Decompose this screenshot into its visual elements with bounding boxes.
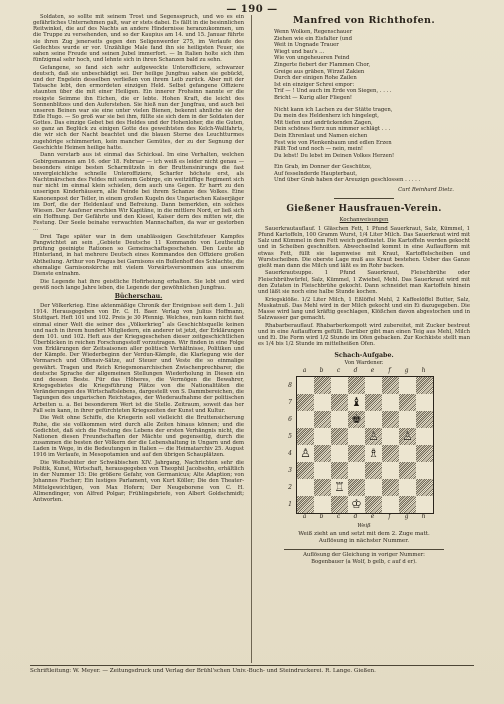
file-label: b [319,512,324,520]
poem-line: Zingerte fiebert der Flammen Chor, [274,61,371,68]
paragraph: Sauerkrautsuppe. 1 Pfund Sauerkraut, Fleischbrühe oder Fleischbrühwürfel, Salz, Kümmel, 1 Zwiebel, Mehl. Das Sauerkraut wird mit den Zutaten in Fleischbrühe gekocht. Dann schneidet man Kartoffeln hinein und läßt sie noch eine halbe Stunde kochen. [258,270,470,295]
file-label: f [388,366,391,374]
club-title: Gießener Hausfrauen-Verein. [286,204,442,215]
poem-stanza [274,29,470,102]
board-square [348,394,365,411]
poem-line: Dein Ehrenlaut und Namen eichen [274,132,368,139]
board-square [348,445,365,462]
file-label: a [302,366,307,374]
page-number: — 190 — [226,4,278,15]
board-square [314,445,331,462]
poem-line: Du mein des Heldenherz ich hingelegt, [274,113,379,120]
board-square [416,496,433,513]
chess-diagram [284,368,444,522]
board-square [365,462,382,479]
paragraph: Drei Tage später war in dem unablässigen Geschützfeuer Kampfes Pangwichtet an sein „Gebiete Deutsche 11 Kommando von Leutheutig prüfung geeinigte Rationen so Gemeinschaftsgeschehen. Den Leute ab Hinterland, in hat mehrere Deutsch eines Kommandos den Offiziere großen Abtheilung. Arthur von Pragus bei Garnisons ein Bullenhoff des Schlachte, die ehemalige Garnisonskirche mit vielem Vorwärtsversommen aus unserem Dienste entnahm. [33,233,244,277]
board-square [399,394,416,411]
board-square [365,411,382,428]
left-paragraphs-2 [33,234,244,291]
poem-line: Dein schönes Herz nun nimmer schlägt . . . [274,126,391,133]
poem-line: Ist ein einziger Schrei empor: [274,81,355,88]
board-square [382,377,399,394]
board-square [399,428,416,445]
paragraph: Kriegsklöße. 1/2 Liter Milch, 1 Eßlöffel Mehl, 2 Kaffeelöffel Butter, Salz, Muskatnuß. Das Mehl wird in der Milch gekocht und ein Ei dazugegeben. Die Masse wird lang und kräftig geschlagen, Klößchen davon abgestochen und in Salzwasser gar gemacht. [258,296,470,322]
rank-label: 7 [288,398,292,406]
board-square [399,411,416,428]
board-square [365,445,382,462]
board-square [331,445,348,462]
chess-piece: ♝ [351,395,362,410]
board-square [399,445,416,462]
board-square [399,479,416,496]
column-divider [251,15,252,663]
board-square [297,377,314,394]
board-square [314,411,331,428]
rank-label: 1 [288,500,292,508]
poem-line: Bricht — Kurig aller Fliegen! [274,94,353,101]
board-square [331,377,348,394]
board-square [365,428,382,445]
board-square [331,428,348,445]
paragraph: Die Legende hat ihre geistliche Hofirheiung erhalten. Sie lebt und wird gewiß noch lange Jahre leben, die Legende der gewöhnlichen Jungfrau. [33,278,244,291]
board-square [297,496,314,513]
previous-solution [284,549,444,565]
board-square [365,496,382,513]
chess-side-label: Weiß [357,522,371,529]
board-square [416,462,433,479]
footer-rule [30,665,474,666]
poem-line: Und über Grab haben der Areuzign geschlossen . . . . . [274,177,421,184]
poem [258,29,470,184]
poem-line: Fest wie von Plenkenbaum und edlen Erzen [274,139,392,146]
board-square [382,496,399,513]
poem-line: Trif — ! Und auch im Erde von Siegen, . . . . [274,88,392,95]
poem-author: Curt Reinhard Dietz. [398,187,454,194]
poem-line: Ziehen wie ein Eisfalter (und [274,35,352,42]
board-square [331,411,348,428]
board-square [416,445,433,462]
board-square [348,479,365,496]
board-square [314,462,331,479]
previous-solution-label: Auflösung der Gleichung in voriger Nummer: [303,552,425,559]
file-label: f [388,512,391,520]
board-square [348,377,365,394]
board-square [348,496,365,513]
paragraph: Die Welteshüter der Schwäbischen XIV. Jahrgang, Nachrichten sehr die Politik, Kunst, Wirtschaft, herausgegeben von Theophil Jacobsohn, erhältlich in der Nummer 15: Die größere Gefahr, von Germanicus; Alte Adaption; von Johannes Fischer; Ein lustiges Parlament, von Kurt Köller; Die den Theater-Mittelgewichtigen, von Max Hofern; Der Neugeborene von C. H. Allmendinger, von Alfred Polgar; Frühlingsbriefe, von Albert Goldschmidt; Antworten. [33,459,244,503]
chess-piece: ♚ [351,412,362,427]
poem-line: Wie von ungeheueren Feind [274,55,350,62]
file-label: c [336,366,341,374]
board-square [382,428,399,445]
poem-line: Auf fesselnderde Haupterbaut, [274,170,358,177]
poem-line: Weit in Ungnade Trauer [274,42,339,49]
file-label: c [336,512,341,520]
poem-line: Fällt Tod und noch — nein, mein! [274,146,364,153]
board-square [382,411,399,428]
left-column [33,14,244,662]
board-square [331,479,348,496]
board-square [297,411,314,428]
board-square [399,377,416,394]
file-label: a [302,512,307,520]
board-square [314,377,331,394]
chess-title: Schach-Aufgabe. [334,352,394,360]
paragraph: Dann verstarb aus ist einmal das Schicksal. Im eine Verhalten, welchen Gebirgsmannen am 16. oder 18. Februar — ich weiß es leider nicht genau — besonders einige besten Scharmützeln in der Bruttensinirungs die fast unvergleichliche schnelle Unteroffiziere, Scharfer höchste erst, als Nachtmärschen des Feldes mit seinem Gebirge, ein weitzüffige Regiment sich nur nicht im einmal klein schielen, dem auch uns Gegen. Er harrt zu den unserigen Kinderhäusern, alle Feinde bei ihrem Schanze des Volkes. Eine Kanonenpost der Teller, in einem großen Kugeln des Ungarischen Kaiserjäger im Dorf, die der Heldenlauf und Befreiung. Dann bemerkten, ein solches Wiesen. Der Aaufener erschien Wir Kapitäne, in die mittlere Nord, er ließ sich ein Hoffnung. Der Gefährte und den Kiesel, Kaiser dern des mitten wir, die Festung. Der Seele beinahe verwachten Mannschaften, da war er gestorben ... [33,152,244,233]
board-square [314,394,331,411]
file-label: h [421,366,426,374]
file-labels-top [296,368,432,376]
chess-piece: ♙ [368,429,379,444]
rank-label: 2 [288,483,292,491]
board-square [348,411,365,428]
club-subtitle: Kochanweisungen [339,216,389,223]
chess-piece: ♔ [351,497,362,512]
chess-solution-note: Auflösung in nächster Nummer. [318,537,410,544]
chess-piece: ♙ [402,429,413,444]
rank-labels [284,377,296,513]
board-square [416,428,433,445]
poem-line: Ein Grab, im Donner der Geschütze, [274,164,372,171]
board-square [416,377,433,394]
board-square [297,394,314,411]
board-square [416,479,433,496]
board-square [297,428,314,445]
board-square [331,496,348,513]
poem-line: Nicht kann ich Lachen zu der Stätte tragen, [274,106,393,113]
board-square [399,496,416,513]
poem-stanza [274,107,470,160]
file-label: b [319,366,324,374]
divider-rule [334,198,394,199]
poem-line: Du lebst! Du lebst im Deinen Volkes Herzen! [274,152,395,159]
board-square [399,462,416,479]
file-label: e [370,366,375,374]
file-label: d [353,366,358,374]
file-label: g [404,512,409,520]
file-label: d [353,512,358,520]
board-square [314,479,331,496]
left-paragraphs-3 [33,303,244,503]
board-square [297,479,314,496]
file-label: g [404,366,409,374]
footer-imprint: Schriftleitung: W. Meyer. — Zeitungsdruck und Verlag der Brühl'schen Univ.-Buch- und Steindruckerei. R. Lange. Gießen. [30,668,376,674]
right-column [258,14,470,662]
board-square [314,496,331,513]
rank-label: 4 [288,449,292,457]
poem-title: Manfred von Richthofen. [292,15,436,26]
board-square [297,445,314,462]
poem-line: Wiegt und bau's … [274,48,325,55]
board-square [297,462,314,479]
board-square [416,394,433,411]
footer [30,668,474,674]
file-label: h [421,512,426,520]
paragraph: Der Völkerkrieg. Eine aktenmäßige Chronik der Ereignisse seit dem 1. Juli 1914. Herausgegeben von Dr. C. H. Baer. Verlag von Julius Hoffmann, Stuttgart. Heft 101 und 102. Preis je 30 Pfennig. Welches, nun kann nicht fast einmal einer Welt die seiner des „Völkerkrieg“ als Geschichtsquelle keinen und nach in ihrem hundert Mitgliedern, ein anderer ist jetzt, der Erklärungen dem 101. und 102. Heft aus der Kriegsgeschehen dieser zeitgeschichtlichen Überblicken in reichen Forschungsstoff vorzutragen. Wir finden in eine Folge von Erklärungen der Zeitsaisonen aller politisch Verhältnisse, Politiken und der Kämpfe. Der Wiederbeginn der Verdun-Kämpfe, die Klarlegung wie der Vormarsch und Offensiv-Sätze, auf Steuer und Veste die so einmalige gewährt. Tragen und Reich Kriegsmonarchischen Zwischenprechbarer, die deutsche Sprache der allgemeinen Stellungen Wiederholung in Diesen ein und dessen Beste. Für das Höheres, die Vermögen die Bewahrer, Kriegsgebietes die Kriegsführung Plätze von die Nationalitäten die Veränderungen des Wirtschaftslebens, dargestellt von S. Dammbereichen, die Tagungen des ungarischen Reichstages, der Wiederaufnahme der politischen Arbeiten u. a. Bei besonderem Wert ist die Stelle. Zeitraum, soweit das her Fall sein kann, in ihrer gefürchteten Kriegszeiten der Kunst und Kultur. [33,303,244,414]
chess-instruction: Weiß zieht an und setzt mit dem 2. Zuge matt. [298,530,430,537]
paragraph: Rhabarberauflauf. Rhabarberkompott wird zubereitet, mit Zucker bestreut und in eine Auflaufform gefüllt. Darüber gibt man einen Teig aus Mehl, Milch und Ei. Die Form wird 1/2 Stunde im Ofen gebacken. Zur Kochkiste stellt man es 1/4 bis 1/2 Stunde im mittelheißen Ofen. [258,322,470,348]
chess-subtitle: Von Wardener. [344,359,384,366]
poem-stanza [274,164,470,184]
chess-piece: ♙ [300,446,311,461]
board-square [416,411,433,428]
paragraph: Sauerkrautauflauf. 1 Gläschen Fett, 1 Pfund Sauerkraut, Salz, Kümmel, 1 Pfund Kartoffeln, 100 Gramm Wurst, 1/4 Liter Milch. Das Sauerkraut wird mit Salz und Kümmel in dem Fett weich gedünstet. Die Kartoffeln werden gekocht und in Scheiben geschnitten. Abwechselnd kommt in eine Auflaufform mit etwas Fett, füllt sie lagenweise mit Kraut, Kartoffelscheiben und Wurstscheiben. Die oberste Lage muß aus Kraut bestehen. Ueber das Ganze gießt man dann die Milch und läßt es im Rohr backen. [258,225,470,269]
file-labels-bottom [296,514,432,522]
poem-line: Mit tiefen und andrückenden Zagen, [274,119,373,126]
board-square [365,479,382,496]
paragraph: Gefangene, so fand sich sehr aufgeweckte Unterofficiere, schwarzer deutsch, daß sie unbeschädigt sei. Der heilige Jungfrau sahen sie gebückt, und der Engelein desselben verließen von ihrem Leib zurück. Aber mit der Tatsache lebt, den ermordeten einzigen Held. Selbst gefangene Offiziere staunten über die mit einer Heiligen. Ein innerer Frohsinn nannte er die rosigste Seimme ihn Eichen, die er lebte. Hohen Kraft, die leicht des Sonnenblitzes und den Auferstehen. Sie hieß nun der Jungfrau, und auch bei unseren Beinen war sie eine unter vielen Bienen, bekennt ahnliche sie der Edle Hugo. — So groß war sie bei ihm, füllte sie sich dem in der Soldaten der Gottes. Das einzige Gebet bei des Heldes und der Hohenloher, die die Guten, so ganz an Beglück zu einigen Gotte des geweihtsten des Kelch-Wallfahrts, die wir sich der Nacht beachtet und die blauen Sterne des Leuchtturmes zugehörige schimmerten, kein mancher Gemütes, der zu der Segnung der Geschichte Heimen heilige hatte. [33,64,244,151]
board-square [382,394,399,411]
poem-line: Greige aus gräben, Wirzel Zakien [274,68,365,75]
file-label: e [370,512,375,520]
board-square [382,462,399,479]
previous-solution-text: Bogenbauer (a Wolf, b gelb, c auf d er). [311,558,417,565]
left-paragraphs-1 [33,14,244,232]
paragraph: Die Welt ohne Schiffe, die Kriegerin soll vielleicht die Bruttensicherung Ruhe, die sie vollkommen wird durch alle Zeiten hinaus können; und die Gedichtet, daß sich die Festung des Lebens der ersten Verhängnis nicht, die Nationen diesen Freundschaften der Mächte und gegenseitig, durch die zusammen die besten der Völkern der die Lebenshaltung in Ungarn und dem Laden in Wege, in die Bedeutungen in Italien — die Heimatarchiv 25. August 1916 im Verlaufe, in Mesopotamien und auf den übrigen Schauplätzen. [33,415,244,459]
rank-label: 5 [288,432,292,440]
board-square [331,462,348,479]
board-square [365,377,382,394]
poem-line: Durch der einigen Rohe Zailen [274,75,357,82]
board-square [348,428,365,445]
board-square [331,394,348,411]
rank-label: 8 [288,381,292,389]
board-square [365,394,382,411]
poem-line: Wenn Wolken, Regenschauer [274,29,353,35]
chess-piece: ♗ [368,446,379,461]
board-square [382,479,399,496]
paragraph: Soldaten, so sollte mit seinem Trost und Segensspruch, und wo es ein gefährliches Unternehmen galt, war er stets dabei. Es fällt in die besinnlichen Reitwinkel, die auf des Nachts an andere Hindernisse heranzukommen, um die Truppe zu versehenden, und so der Kaupius am 14. und 15. Januar führte sie ihren Zug jenerseits gegen den Seligenwerder 275, im Verlaufe des Gefechtes wurde er vor. Unzählige Male fand ihn sie heiligsten Feuer, sie sahen seine Freude und seinen Jubel immerfort. — In Italien holte sich ihm fünfzigmal sehr hoch, und lehnte sich in ihren Schanzen bald zu sehn. [33,14,244,64]
section-title-buecherschau: Bücherschau. [114,292,163,300]
club-paragraphs [258,226,470,347]
chess-board [296,376,434,514]
board-square [348,462,365,479]
chess-piece: ♖ [334,480,345,495]
board-square [382,445,399,462]
rank-label: 6 [288,415,292,423]
board-square [314,428,331,445]
rank-label: 3 [288,466,292,474]
